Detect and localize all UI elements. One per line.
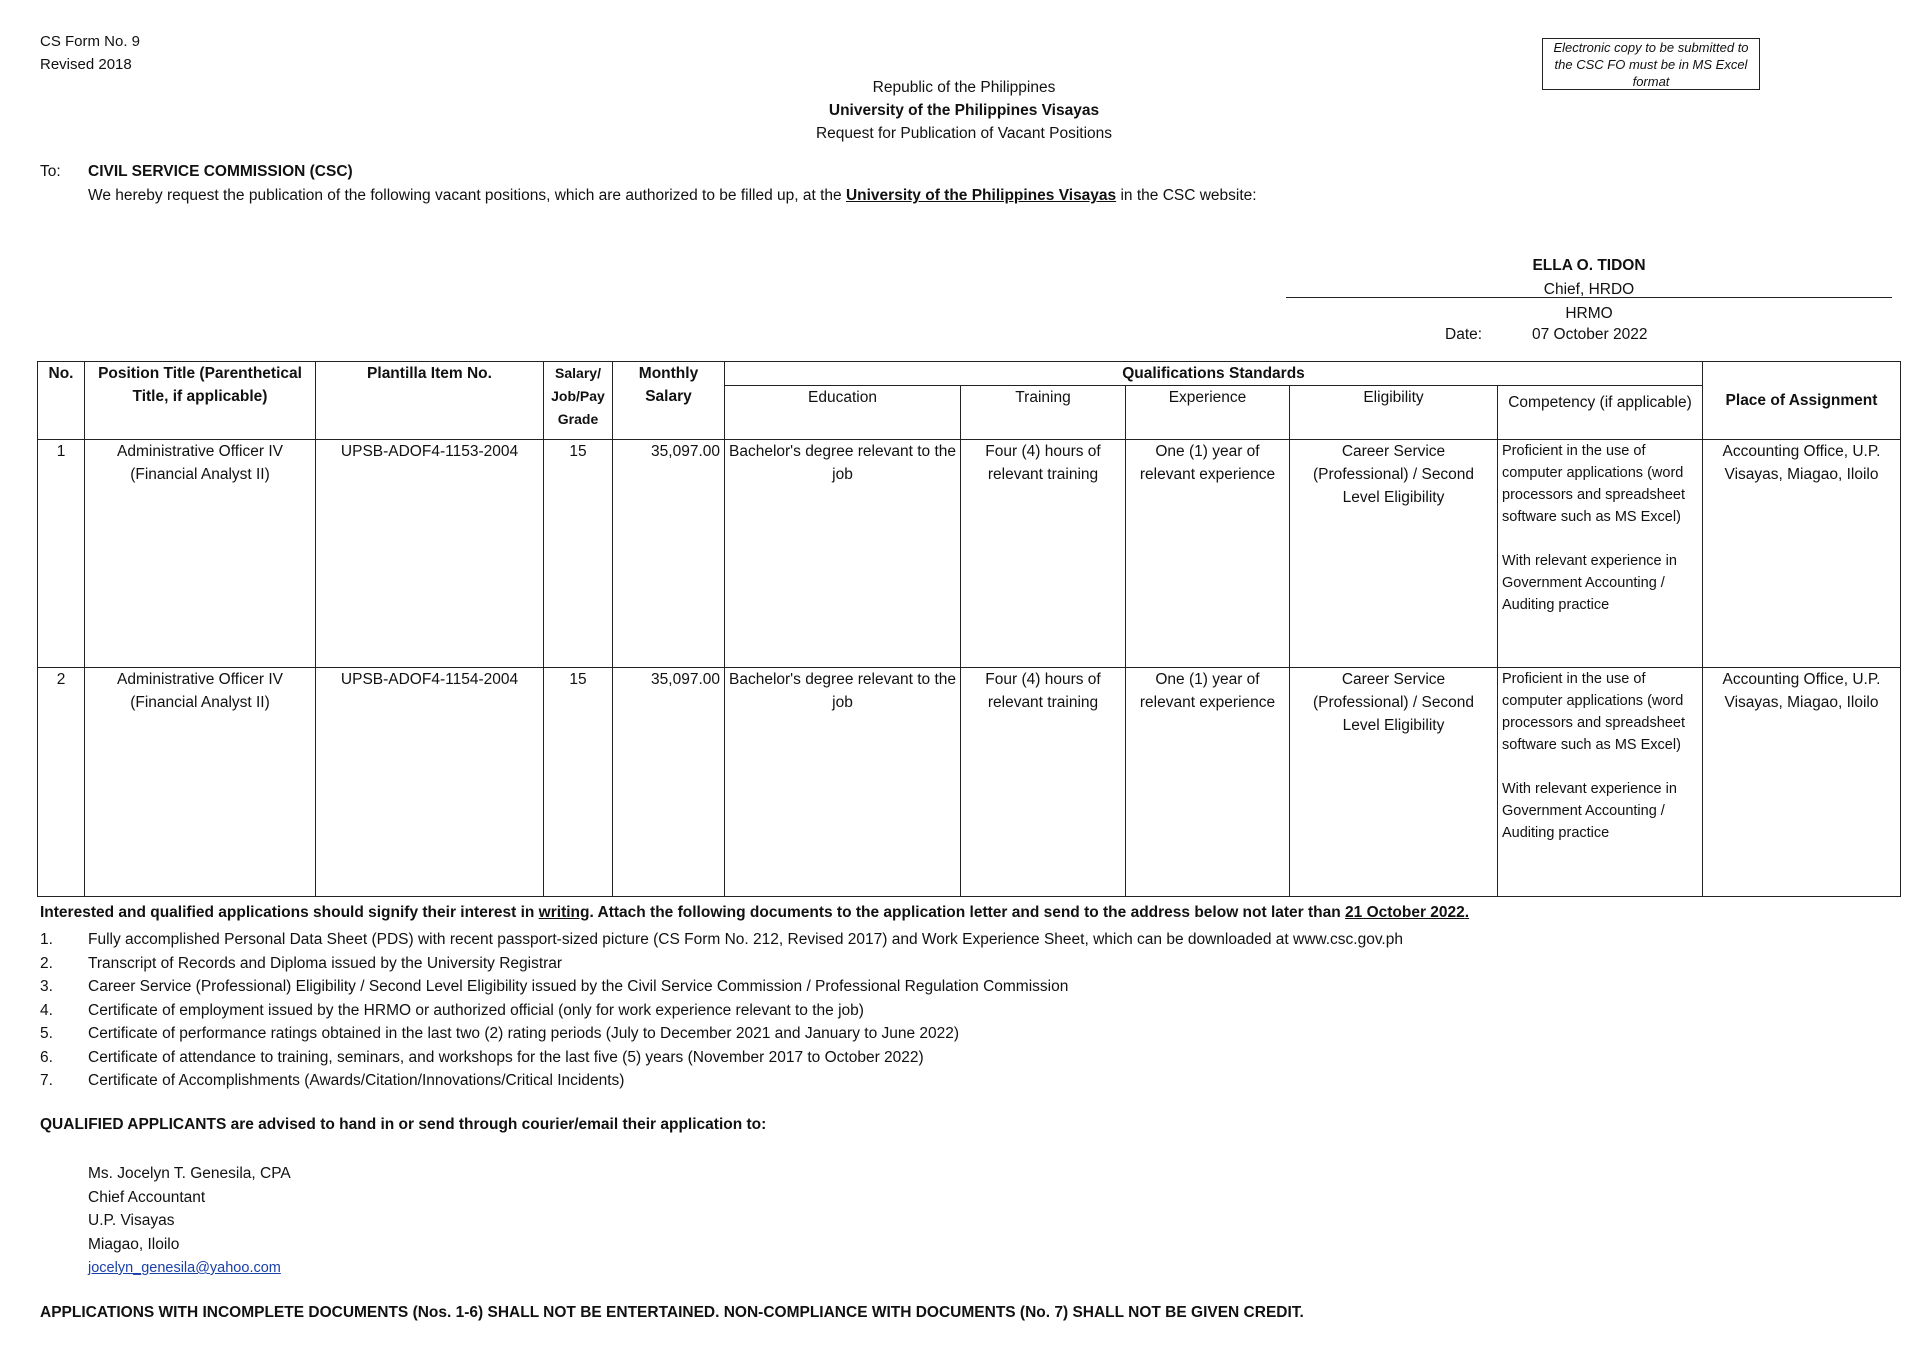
email-link[interactable]: jocelyn_genesila@yahoo.com <box>88 1260 281 1276</box>
notice-text: Electronic copy to be submitted to the CSC FO must be in MS Excel format <box>1553 39 1749 89</box>
request-agency: University of the Philippines Visayas <box>845 187 1117 204</box>
form-number: CS Form No. 9 <box>40 33 141 50</box>
mailing-address <box>88 1162 291 1281</box>
list-item <box>40 1046 1403 1070</box>
row-place: Accounting Office, U.P. Visayas, Miagao, Iloilo <box>1703 440 1901 668</box>
item-number: 7. <box>40 1072 53 1089</box>
item-text: Certificate of attendance to training, seminars, and workshops for the last five (5) years (November 2017 to October 2022) <box>88 1048 924 1066</box>
address-name: Ms. Jocelyn T. Genesila, CPA <box>88 1165 291 1182</box>
final-warning: APPLICATIONS WITH INCOMPLETE DOCUMENTS (Nos. 1-6) SHALL NOT BE ENTERTAINED. NON-COMPLIANCE WITH DOCUMENTS (No. 7) SHALL NOT BE GIVEN CREDIT. <box>40 1304 1304 1321</box>
row-education: Bachelor's degree relevant to the job <box>725 440 961 668</box>
address-office: U.P. Visayas <box>88 1212 175 1229</box>
signatory-role: HRMO <box>1565 305 1613 322</box>
to-label: To: <box>40 163 61 180</box>
header-experience: Experience <box>1126 386 1290 440</box>
date-label: Date: <box>1445 326 1483 343</box>
header-eligibility: Eligibility <box>1290 386 1498 440</box>
signatory-role-block <box>1286 302 1892 326</box>
signatory-title: Chief, HRDO <box>1543 281 1635 298</box>
row-no: 1 <box>38 440 85 668</box>
item-text: Certificate of employment issued by the HRMO or authorized official (only for work experience relevant to the job) <box>88 1001 864 1019</box>
request-text-before: We hereby request the publication of the following vacant positions, which are authorized to be filled up, at the <box>88 187 846 204</box>
item-number: 5. <box>40 1025 53 1042</box>
form-number-block <box>40 30 140 76</box>
list-item <box>40 999 1403 1023</box>
header-competency: Competency (if applicable) <box>1498 386 1703 440</box>
address-location: Miagao, Iloilo <box>88 1235 180 1253</box>
header-education: Education <box>725 386 961 440</box>
row-position: Administrative Officer IV (Financial Analyst II) <box>85 668 316 897</box>
table-row <box>38 668 1901 897</box>
interest-end: . <box>1464 904 1470 921</box>
header-title: Request for Publication of Vacant Positions <box>815 125 1113 142</box>
address-title: Chief Accountant <box>88 1188 206 1206</box>
row-training: Four (4) hours of relevant training <box>961 440 1126 668</box>
signatory-name: ELLA O. TIDON <box>1532 257 1646 274</box>
list-item <box>40 928 1403 952</box>
row-eligibility: Career Service (Professional) / Second Level Eligibility <box>1290 668 1498 897</box>
item-number: 6. <box>40 1048 53 1066</box>
item-number: 4. <box>40 1001 53 1019</box>
vacancies-table <box>37 361 1901 897</box>
row-plantilla: UPSB-ADOF4-1153-2004 <box>316 440 544 668</box>
header-training: Training <box>961 386 1126 440</box>
competency-experience: With relevant experience in Government Accounting / Auditing practice <box>1502 781 1677 841</box>
item-text: Certificate of performance ratings obtained in the last two (2) rating periods (July to December 2021 and January to June 2022) <box>88 1025 960 1042</box>
row-training: Four (4) hours of relevant training <box>961 668 1126 897</box>
header-qualifications: Qualifications Standards <box>725 362 1703 386</box>
row-position: Administrative Officer IV (Financial Analyst II) <box>85 440 316 668</box>
row-competency <box>1498 668 1703 897</box>
row-place: Accounting Office, U.P. Visayas, Miagao, Iloilo <box>1703 668 1901 897</box>
competency-software: Proficient in the use of computer applications (word processors and spreadsheet software such as MS Excel) <box>1502 671 1685 753</box>
item-number: 2. <box>40 954 53 972</box>
row-no: 2 <box>38 668 85 897</box>
to-recipient: CIVIL SERVICE COMMISSION (CSC) <box>88 163 353 180</box>
row-salary: 35,097.00 <box>613 668 725 897</box>
header-grade: Salary/ Job/Pay Grade <box>544 362 613 440</box>
interest-middle: . Attach the following documents to the application letter and send to the address below not later than <box>589 904 1346 921</box>
header-plantilla: Plantilla Item No. <box>316 362 544 440</box>
row-eligibility: Career Service (Professional) / Second Level Eligibility <box>1290 440 1498 668</box>
list-item <box>40 1069 1403 1093</box>
document-header <box>0 76 1928 145</box>
header-no: No. <box>38 362 85 440</box>
item-number: 1. <box>40 931 53 948</box>
interest-statement <box>40 904 1469 922</box>
list-item <box>40 1022 1403 1046</box>
qualified-applicants-note: QUALIFIED APPLICANTS are advised to hand in or send through courier/email their application to: <box>40 1116 767 1133</box>
header-salary: Monthly Salary <box>613 362 725 440</box>
row-experience: One (1) year of relevant experience <box>1126 668 1290 897</box>
row-grade: 15 <box>544 440 613 668</box>
item-number: 3. <box>40 978 53 995</box>
header-republic: Republic of the Philippines <box>872 79 1056 96</box>
table-row <box>38 440 1901 668</box>
request-statement <box>88 184 1257 208</box>
item-text: Transcript of Records and Diploma issued by the University Registrar <box>88 954 563 972</box>
required-documents-list <box>40 928 1403 1093</box>
header-university: University of the Philippines Visayas <box>828 102 1100 119</box>
row-salary: 35,097.00 <box>613 440 725 668</box>
row-plantilla: UPSB-ADOF4-1154-2004 <box>316 668 544 897</box>
competency-experience: With relevant experience in Government Accounting / Auditing practice <box>1502 553 1677 613</box>
interest-deadline: 21 October 2022 <box>1345 904 1465 921</box>
signature-line <box>1286 297 1892 298</box>
row-competency <box>1498 440 1703 668</box>
request-text-after: in the CSC website: <box>1116 187 1257 204</box>
competency-software: Proficient in the use of computer applications (word processors and spreadsheet software such as MS Excel) <box>1502 443 1685 525</box>
list-item <box>40 952 1403 976</box>
interest-writing: writing <box>538 904 590 921</box>
interest-before: Interested and qualified applications should signify their interest in <box>40 904 539 921</box>
signatory-block <box>1286 254 1892 302</box>
row-experience: One (1) year of relevant experience <box>1126 440 1290 668</box>
item-text: Fully accomplished Personal Data Sheet (PDS) with recent passport-sized picture (CS Form No. 212, Revised 2017) and Work Experience Sheet, which can be downloaded at www.csc.gov.ph <box>88 931 1403 948</box>
item-text: Career Service (Professional) Eligibility / Second Level Eligibility issued by the Civil Service Commission / Professional Regulation Commission <box>88 978 1069 995</box>
form-revision: Revised 2018 <box>40 56 132 73</box>
list-item <box>40 975 1403 999</box>
row-grade: 15 <box>544 668 613 897</box>
addressee <box>40 160 353 184</box>
row-education: Bachelor's degree relevant to the job <box>725 668 961 897</box>
date-value: 07 October 2022 <box>1532 326 1648 343</box>
item-text: Certificate of Accomplishments (Awards/Citation/Innovations/Critical Incidents) <box>88 1072 625 1089</box>
header-position-title: Position Title (Parenthetical Title, if applicable) <box>85 362 316 440</box>
header-place: Place of Assignment <box>1703 362 1901 440</box>
